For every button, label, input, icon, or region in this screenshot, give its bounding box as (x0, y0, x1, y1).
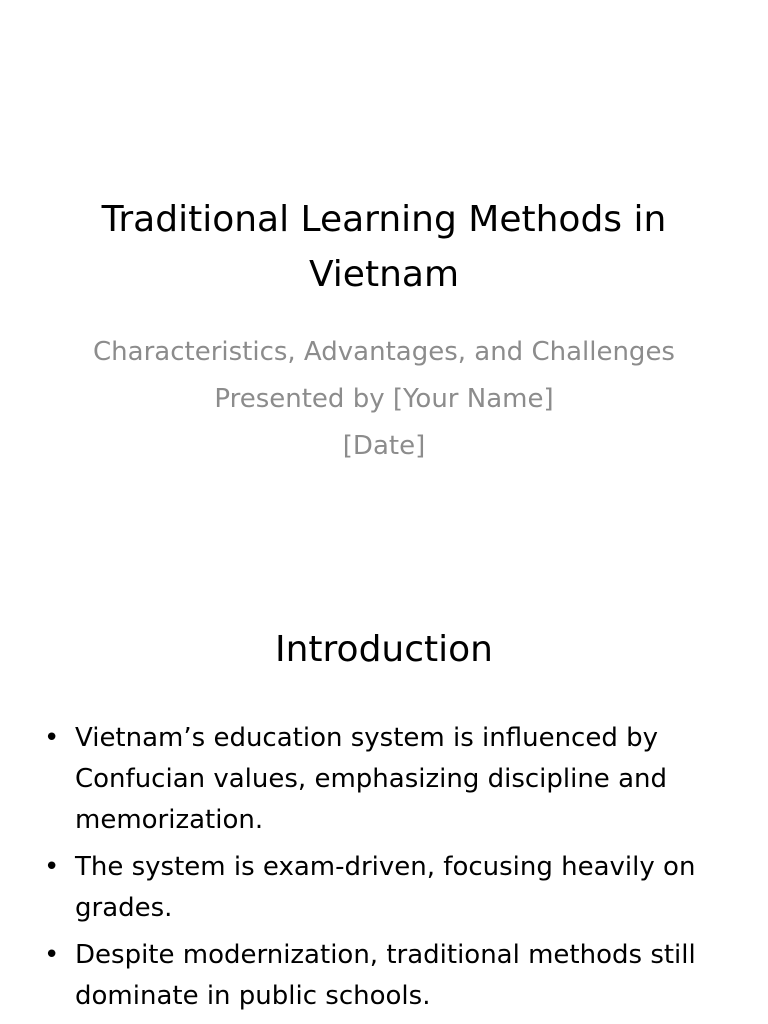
introduction-slide (0, 576, 768, 1024)
bullet-item (40, 935, 730, 1017)
bullet-item (40, 847, 730, 929)
bullet-text: The system is exam-driven, focusing heavily on grades. (75, 852, 696, 923)
bullet-item (40, 718, 730, 841)
bullet-icon: • (44, 940, 60, 970)
bullet-text: Despite modernization, traditional methods still dominate in public schools. (75, 940, 696, 1011)
bullet-icon: • (44, 723, 60, 753)
date-line: [Date] (342, 431, 426, 461)
slide-title: Introduction (274, 629, 493, 670)
subtitle-line: Characteristics, Advantages, and Challenges (93, 337, 675, 367)
slide-subtitle (60, 332, 708, 467)
bullet-icon: • (44, 852, 60, 882)
slide-title: Traditional Learning Methods in Vietnam (101, 199, 667, 295)
bullet-text: Vietnam’s education system is influenced by Confucian values, emphasizing discipline and memorization. (75, 723, 667, 835)
bullet-list (40, 718, 730, 1023)
presenter-line: Presented by [Your Name] (214, 384, 554, 414)
